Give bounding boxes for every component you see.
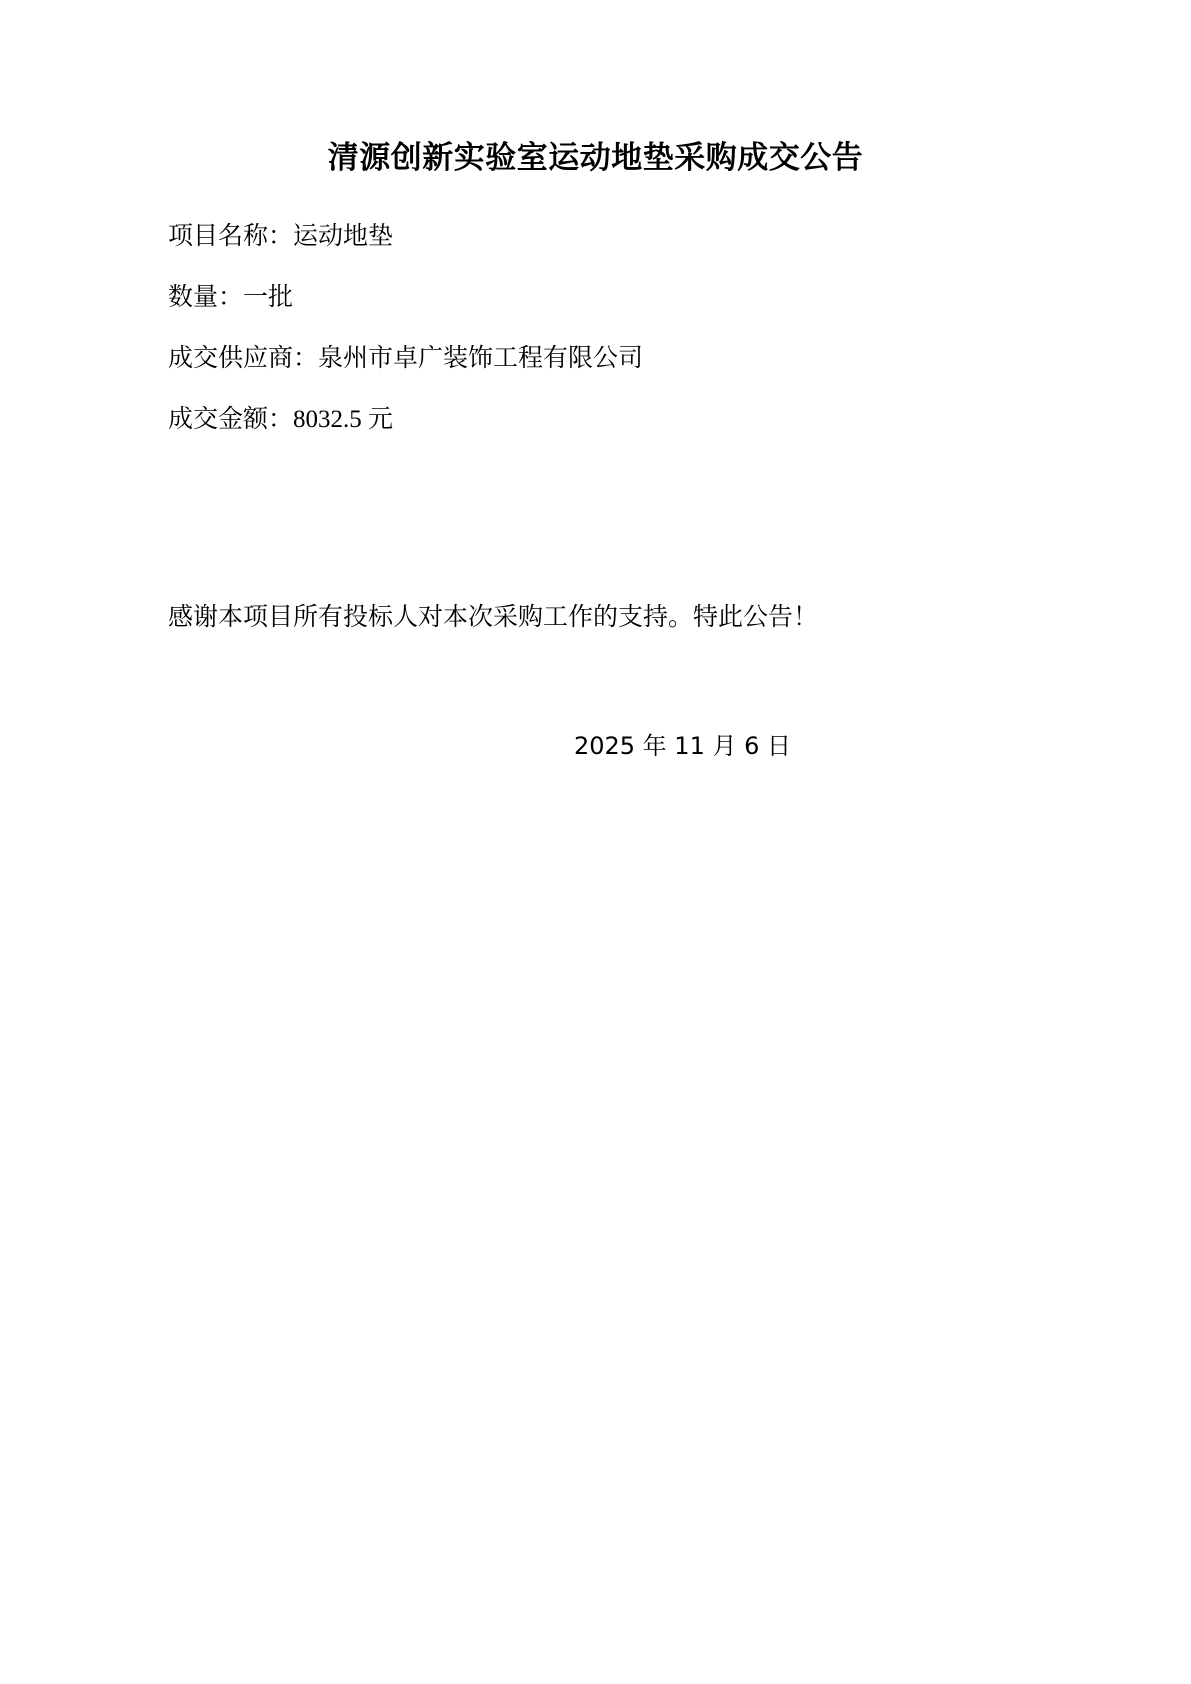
field-amount: 成交金额：8032.5 元 [168, 406, 394, 434]
body-spacer [168, 468, 1041, 580]
field-supplier: 成交供应商：泉州市卓广装饰工程有限公司 [168, 345, 644, 373]
closing-statement: 感谢本项目所有投标人对本次采购工作的支持。特此公告！ [168, 604, 819, 632]
field-project-name: 项目名称：运动地垫 [168, 223, 394, 251]
field-quantity: 数量：一批 [168, 284, 294, 312]
page-title: 清源创新实验室运动地垫采购成交公告 [327, 140, 864, 176]
document-date: 2025 年 11 月 6 日 [573, 732, 791, 761]
document-body [0, 224, 1191, 761]
